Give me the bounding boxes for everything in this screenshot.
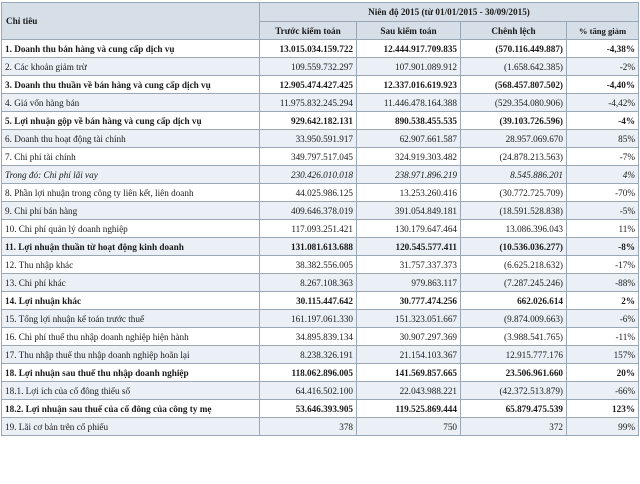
row-label: 17. Thu nhập thuế thu nhập doanh nghiệp hoãn lại — [2, 346, 260, 364]
table-row — [2, 40, 639, 58]
cell-difference: 662.026.614 — [461, 292, 567, 310]
table-row — [2, 220, 639, 238]
cell-pct-change: 99% — [567, 418, 639, 436]
row-label: 2. Các khoản giảm trừ — [2, 58, 260, 76]
cell-pct-change: 11% — [567, 220, 639, 238]
cell-before-audit: 109.559.732.297 — [260, 58, 357, 76]
cell-pct-change: -4% — [567, 112, 639, 130]
cell-before-audit: 30.115.447.642 — [260, 292, 357, 310]
cell-pct-change: 157% — [567, 346, 639, 364]
row-label: 18. Lợi nhuận sau thuế thu nhập doanh nghiệp — [2, 364, 260, 382]
cell-before-audit: 131.081.613.688 — [260, 238, 357, 256]
cell-after-audit: 107.901.089.912 — [357, 58, 461, 76]
cell-pct-change: -11% — [567, 328, 639, 346]
table-header — [2, 3, 639, 40]
table-row — [2, 148, 639, 166]
cell-after-audit: 151.323.051.667 — [357, 310, 461, 328]
cell-before-audit: 349.797.517.045 — [260, 148, 357, 166]
cell-pct-change: -2% — [567, 58, 639, 76]
cell-difference: (529.354.080.906) — [461, 94, 567, 112]
cell-after-audit: 141.569.857.665 — [357, 364, 461, 382]
cell-before-audit: 8.267.108.363 — [260, 274, 357, 292]
cell-before-audit: 378 — [260, 418, 357, 436]
cell-difference: (42.372.513.879) — [461, 382, 567, 400]
table-row — [2, 382, 639, 400]
cell-difference: 372 — [461, 418, 567, 436]
cell-pct-change: -7% — [567, 148, 639, 166]
table-row — [2, 256, 639, 274]
cell-pct-change: -6% — [567, 310, 639, 328]
cell-after-audit: 750 — [357, 418, 461, 436]
header-period: Niên độ 2015 (từ 01/01/2015 - 30/09/2015) — [260, 3, 639, 22]
cell-pct-change: 85% — [567, 130, 639, 148]
table-row — [2, 418, 639, 436]
row-label: 9. Chi phí bán hàng — [2, 202, 260, 220]
cell-after-audit: 13.253.260.416 — [357, 184, 461, 202]
cell-before-audit: 38.382.556.005 — [260, 256, 357, 274]
table-row — [2, 112, 639, 130]
cell-before-audit: 8.238.326.191 — [260, 346, 357, 364]
row-label: 11. Lợi nhuận thuần từ hoạt động kinh doanh — [2, 238, 260, 256]
table-row — [2, 76, 639, 94]
table-row — [2, 58, 639, 76]
cell-before-audit: 12.905.474.427.425 — [260, 76, 357, 94]
table-row — [2, 274, 639, 292]
cell-pct-change: -8% — [567, 238, 639, 256]
row-label: 18.2. Lợi nhuận sau thuế của cổ đông của công ty mẹ — [2, 400, 260, 418]
cell-difference: (570.116.449.887) — [461, 40, 567, 58]
cell-before-audit: 409.646.378.019 — [260, 202, 357, 220]
cell-before-audit: 53.646.393.905 — [260, 400, 357, 418]
cell-difference: 65.879.475.539 — [461, 400, 567, 418]
cell-difference: 23.506.961.660 — [461, 364, 567, 382]
cell-pct-change: 2% — [567, 292, 639, 310]
cell-pct-change: -66% — [567, 382, 639, 400]
row-label: 4. Giá vốn hàng bán — [2, 94, 260, 112]
cell-after-audit: 21.154.103.367 — [357, 346, 461, 364]
cell-pct-change: -17% — [567, 256, 639, 274]
cell-pct-change: 4% — [567, 166, 639, 184]
cell-difference: (568.457.807.502) — [461, 76, 567, 94]
cell-before-audit: 44.025.986.125 — [260, 184, 357, 202]
row-label: 18.1. Lợi ích của cổ đông thiểu số — [2, 382, 260, 400]
table-row — [2, 310, 639, 328]
cell-before-audit: 34.895.839.134 — [260, 328, 357, 346]
table-row — [2, 346, 639, 364]
cell-after-audit: 11.446.478.164.388 — [357, 94, 461, 112]
cell-after-audit: 12.337.016.619.923 — [357, 76, 461, 94]
row-label: 5. Lợi nhuận gộp về bán hàng và cung cấp dịch vụ — [2, 112, 260, 130]
cell-before-audit: 118.062.896.005 — [260, 364, 357, 382]
cell-before-audit: 117.093.251.421 — [260, 220, 357, 238]
cell-after-audit: 30.907.297.369 — [357, 328, 461, 346]
row-label: 10. Chi phí quản lý doanh nghiệp — [2, 220, 260, 238]
cell-difference: (18.591.528.838) — [461, 202, 567, 220]
cell-difference: (24.878.213.563) — [461, 148, 567, 166]
row-label: 16. Chi phí thuế thu nhập doanh nghiệp hiện hành — [2, 328, 260, 346]
cell-after-audit: 324.919.303.482 — [357, 148, 461, 166]
cell-difference: (7.287.245.246) — [461, 274, 567, 292]
cell-difference: (30.772.725.709) — [461, 184, 567, 202]
cell-after-audit: 391.054.849.181 — [357, 202, 461, 220]
cell-difference: 13.086.396.043 — [461, 220, 567, 238]
cell-after-audit: 62.907.661.587 — [357, 130, 461, 148]
cell-after-audit: 119.525.869.444 — [357, 400, 461, 418]
cell-pct-change: -70% — [567, 184, 639, 202]
row-label: 19. Lãi cơ bản trên cổ phiếu — [2, 418, 260, 436]
table-row — [2, 202, 639, 220]
cell-difference: 28.957.069.670 — [461, 130, 567, 148]
header-after-audit: Sau kiểm toán — [357, 22, 461, 40]
table-row — [2, 166, 639, 184]
row-label: 6. Doanh thu hoạt động tài chính — [2, 130, 260, 148]
cell-difference: (9.874.009.663) — [461, 310, 567, 328]
header-pct-change: % tăng giảm — [567, 22, 639, 40]
cell-pct-change: -88% — [567, 274, 639, 292]
row-label: 1. Doanh thu bán hàng và cung cấp dịch vụ — [2, 40, 260, 58]
cell-pct-change: -5% — [567, 202, 639, 220]
cell-difference: 12.915.777.176 — [461, 346, 567, 364]
cell-before-audit: 13.015.034.159.722 — [260, 40, 357, 58]
cell-difference: (39.103.726.596) — [461, 112, 567, 130]
table-row — [2, 130, 639, 148]
cell-difference: 8.545.886.201 — [461, 166, 567, 184]
cell-before-audit: 161.197.061.330 — [260, 310, 357, 328]
cell-after-audit: 979.863.117 — [357, 274, 461, 292]
cell-pct-change: -4,42% — [567, 94, 639, 112]
cell-difference: (10.536.036.277) — [461, 238, 567, 256]
row-label: 14. Lợi nhuận khác — [2, 292, 260, 310]
cell-after-audit: 22.043.988.221 — [357, 382, 461, 400]
cell-pct-change: -4,38% — [567, 40, 639, 58]
cell-after-audit: 120.545.577.411 — [357, 238, 461, 256]
row-label: 13. Chi phí khác — [2, 274, 260, 292]
row-label: 15. Tổng lợi nhuận kế toán trước thuế — [2, 310, 260, 328]
header-indicator: Chỉ tiêu — [2, 3, 260, 40]
financial-table-container — [1, 2, 638, 436]
row-label: 7. Chi phí tài chính — [2, 148, 260, 166]
table-row — [2, 94, 639, 112]
cell-difference: (1.658.642.385) — [461, 58, 567, 76]
cell-after-audit: 31.757.337.373 — [357, 256, 461, 274]
table-row — [2, 238, 639, 256]
table-row — [2, 328, 639, 346]
cell-after-audit: 890.538.455.535 — [357, 112, 461, 130]
cell-pct-change: -4,40% — [567, 76, 639, 94]
row-label: 8. Phần lợi nhuận trong công ty liên kết, liên doanh — [2, 184, 260, 202]
cell-difference: (3.988.541.765) — [461, 328, 567, 346]
row-label: 3. Doanh thu thuần về bán hàng và cung cấp dịch vụ — [2, 76, 260, 94]
cell-after-audit: 12.444.917.709.835 — [357, 40, 461, 58]
cell-before-audit: 230.426.010.018 — [260, 166, 357, 184]
cell-before-audit: 33.950.591.917 — [260, 130, 357, 148]
cell-pct-change: 20% — [567, 364, 639, 382]
cell-before-audit: 64.416.502.100 — [260, 382, 357, 400]
table-row — [2, 184, 639, 202]
row-label: 12. Thu nhập khác — [2, 256, 260, 274]
cell-before-audit: 11.975.832.245.294 — [260, 94, 357, 112]
row-label: Trong đó: Chi phí lãi vay — [2, 166, 260, 184]
table-row — [2, 292, 639, 310]
cell-before-audit: 929.642.182.131 — [260, 112, 357, 130]
table-body — [2, 40, 639, 436]
header-before-audit: Trước kiểm toán — [260, 22, 357, 40]
income-statement-table — [1, 2, 639, 436]
table-row — [2, 400, 639, 418]
cell-after-audit: 30.777.474.256 — [357, 292, 461, 310]
cell-after-audit: 238.971.896.219 — [357, 166, 461, 184]
table-row — [2, 364, 639, 382]
cell-difference: (6.625.218.632) — [461, 256, 567, 274]
cell-after-audit: 130.179.647.464 — [357, 220, 461, 238]
cell-pct-change: 123% — [567, 400, 639, 418]
header-difference: Chênh lệch — [461, 22, 567, 40]
